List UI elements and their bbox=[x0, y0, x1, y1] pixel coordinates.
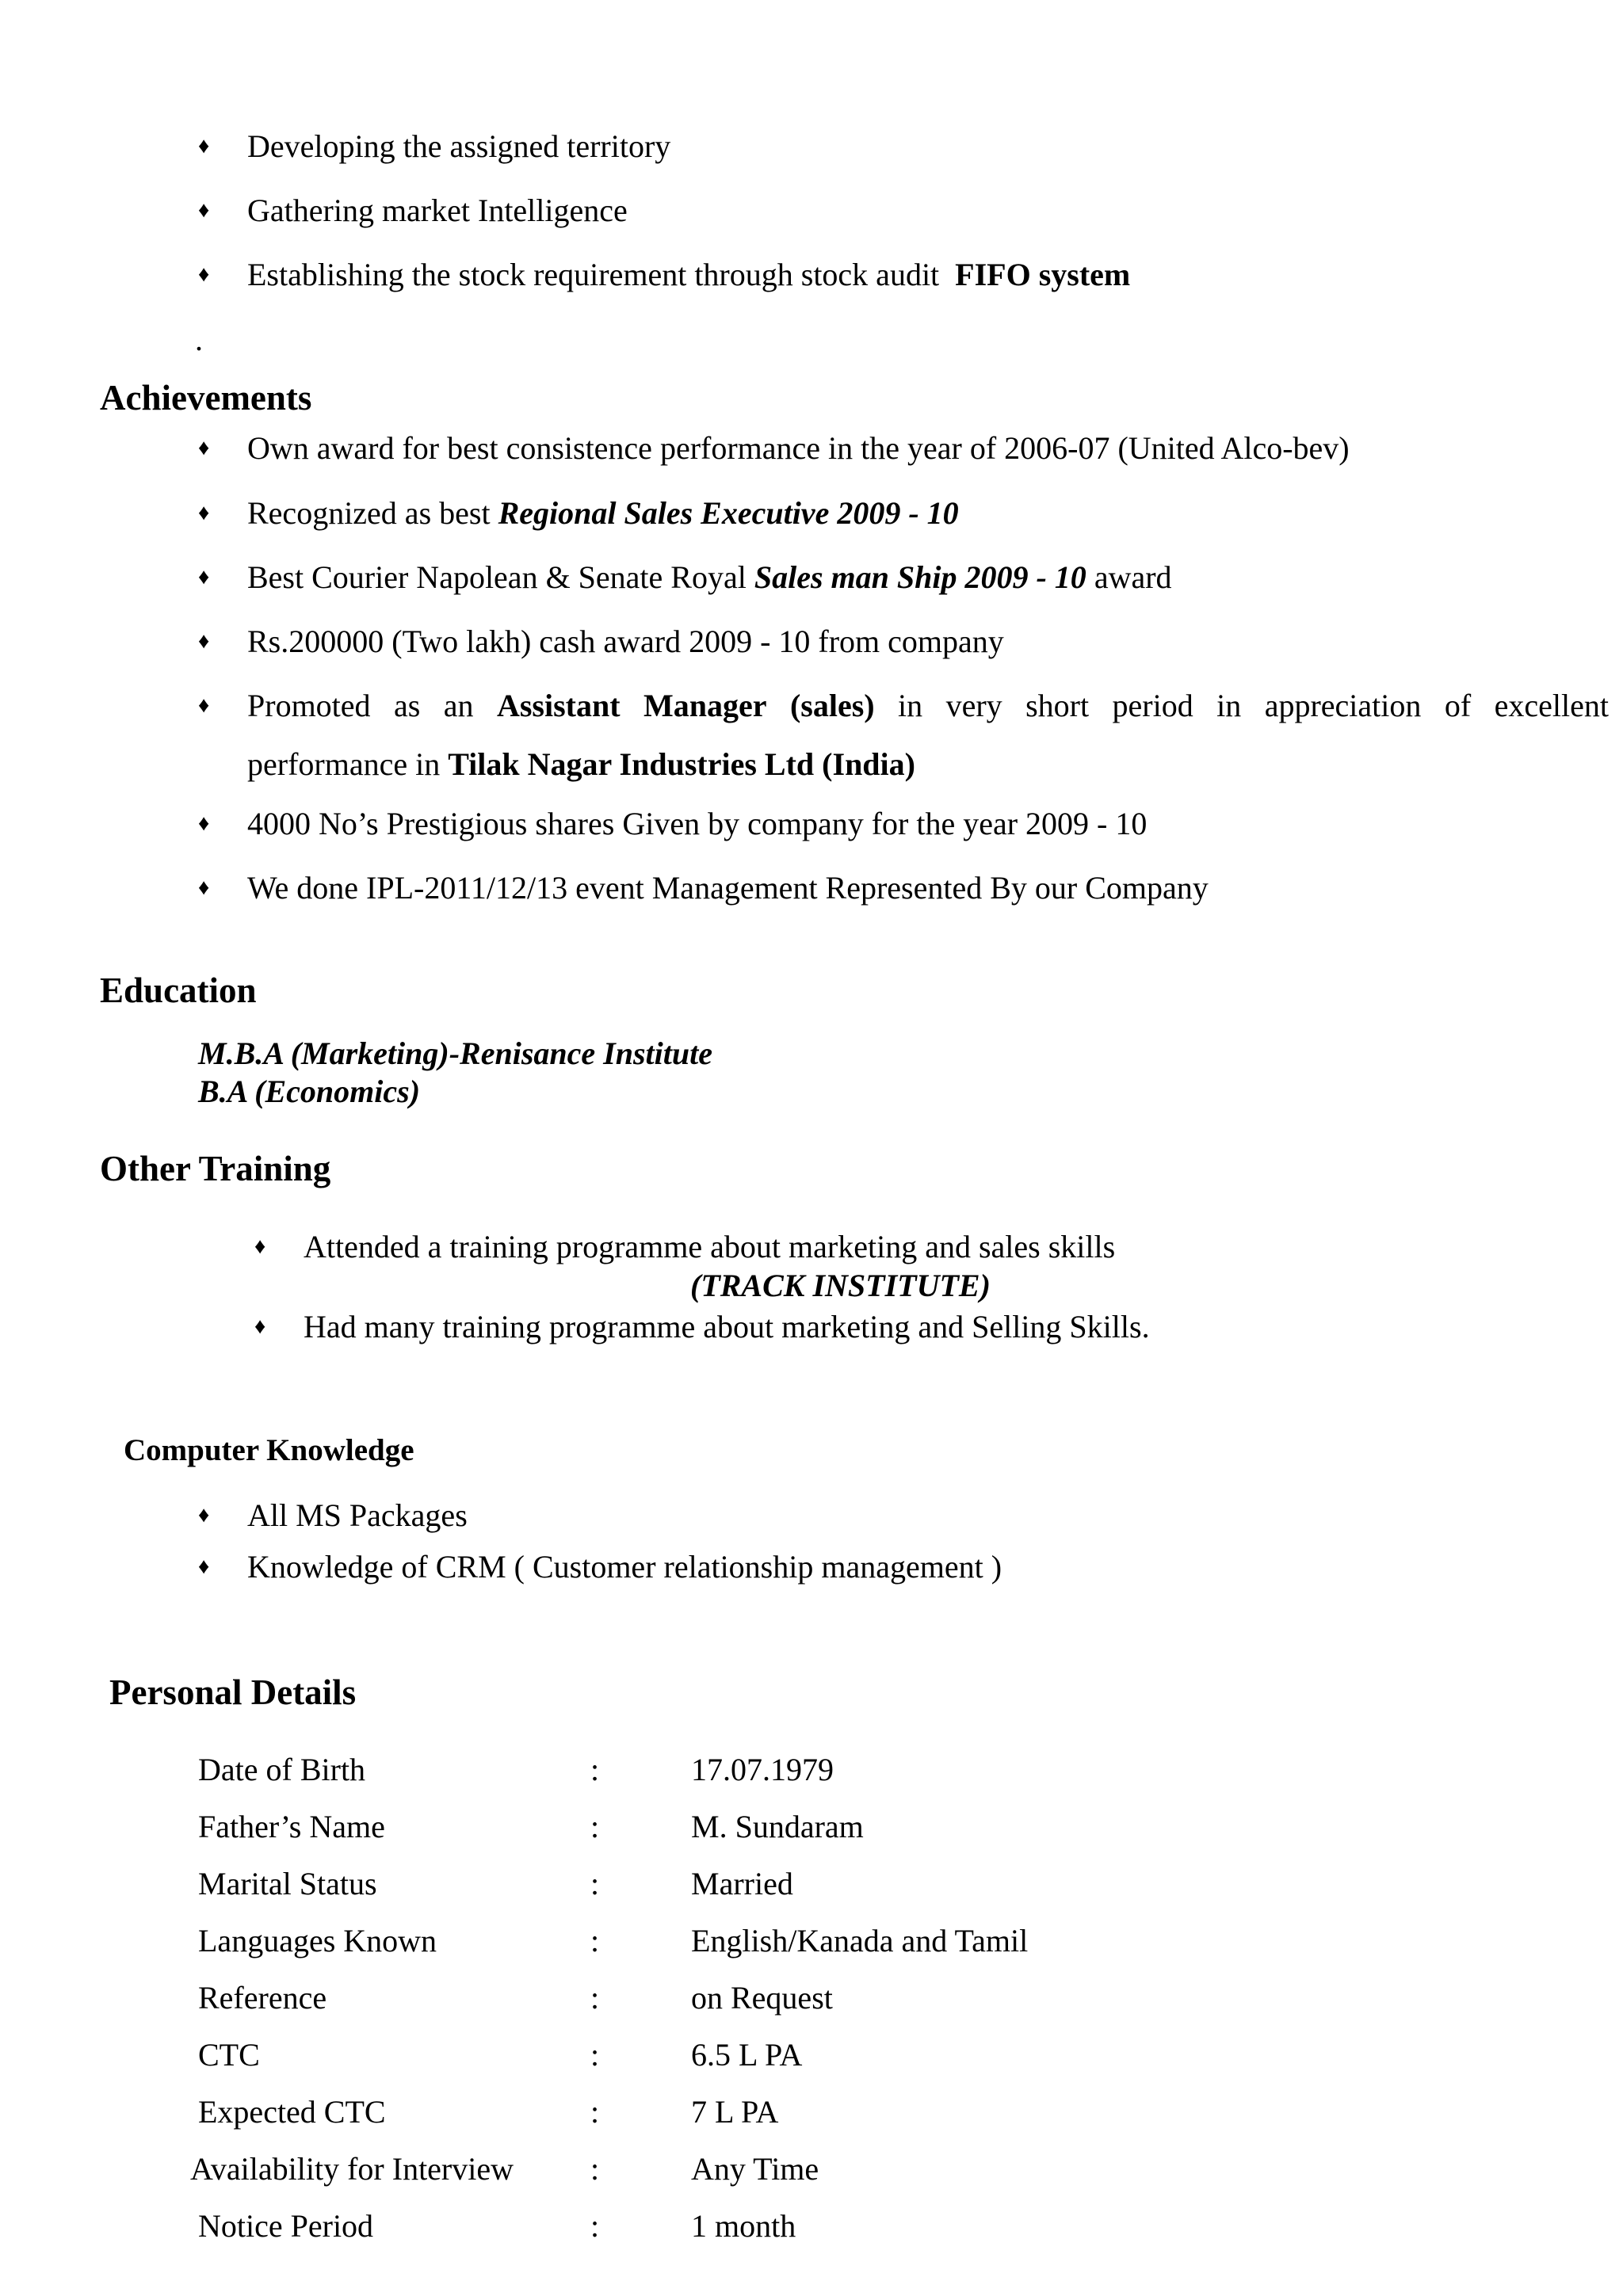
personal-separator: : bbox=[590, 1752, 600, 1787]
personal-details-heading: Personal Details bbox=[109, 1672, 357, 1712]
personal-separator: : bbox=[590, 2094, 600, 2130]
computer-skill-text: Knowledge of CRM ( Customer relationship management ) bbox=[247, 1549, 1002, 1585]
stray-dot: . bbox=[195, 322, 203, 357]
personal-value: Any Time bbox=[691, 2151, 819, 2187]
computer-skill-text: All MS Packages bbox=[247, 1497, 468, 1533]
bullet-diamond-icon: ♦ bbox=[254, 1234, 266, 1259]
achievement-text: Rs.200000 (Two lakh) cash award 2009 - 10 from company bbox=[247, 624, 1004, 659]
bullet-diamond-icon: ♦ bbox=[198, 811, 210, 836]
personal-value: M. Sundaram bbox=[691, 1809, 864, 1844]
personal-label: Availability for Interview bbox=[190, 2151, 514, 2187]
achievements-heading: Achievements bbox=[100, 378, 312, 418]
bullet-diamond-icon: ♦ bbox=[198, 198, 210, 223]
computer-knowledge-heading: Computer Knowledge bbox=[124, 1433, 414, 1467]
personal-value: 6.5 L PA bbox=[691, 2037, 803, 2073]
duty-text: Developing the assigned territory bbox=[247, 128, 671, 164]
personal-separator: : bbox=[590, 1980, 600, 2016]
duty-text: Gathering market Intelligence bbox=[247, 193, 628, 228]
training-text: Attended a training programme about marketing and sales skills bbox=[304, 1229, 1116, 1264]
education-degree: M.B.A (Marketing)-Renisance Institute bbox=[198, 1035, 712, 1071]
personal-label: Expected CTC bbox=[198, 2094, 386, 2130]
personal-label: Notice Period bbox=[198, 2208, 374, 2244]
personal-separator: : bbox=[590, 1866, 600, 1901]
bullet-diamond-icon: ♦ bbox=[254, 1314, 266, 1339]
personal-label: Languages Known bbox=[198, 1923, 437, 1958]
personal-value: on Request bbox=[691, 1980, 833, 2016]
achievement-text: Promoted as an Assistant Manager (sales) in very short period in appreciation of excellent bbox=[247, 688, 1609, 723]
bullet-diamond-icon: ♦ bbox=[198, 1503, 210, 1527]
achievement-text: Own award for best consistence performance in the year of 2006-07 (United Alco-bev) bbox=[247, 430, 1350, 466]
personal-separator: : bbox=[590, 1809, 600, 1844]
bullet-diamond-icon: ♦ bbox=[198, 262, 210, 287]
duty-text: Establishing the stock requirement through stock audit FIFO system bbox=[247, 257, 1131, 292]
personal-label: Reference bbox=[198, 1980, 327, 2016]
personal-value: 17.07.1979 bbox=[691, 1752, 834, 1787]
other-training-heading: Other Training bbox=[100, 1149, 331, 1188]
achievement-text: 4000 No’s Prestigious shares Given by company for the year 2009 - 10 bbox=[247, 806, 1148, 841]
personal-value: Married bbox=[691, 1866, 793, 1901]
education-heading: Education bbox=[100, 971, 257, 1010]
bullet-diamond-icon: ♦ bbox=[198, 436, 210, 460]
achievement-text: performance in Tilak Nagar Industries Ltd (India) bbox=[247, 746, 915, 782]
bullet-diamond-icon: ♦ bbox=[198, 565, 210, 589]
bullet-diamond-icon: ♦ bbox=[198, 875, 210, 900]
training-institute: (TRACK INSTITUTE) bbox=[690, 1268, 991, 1303]
achievement-text: We done IPL-2011/12/13 event Management Represented By our Company bbox=[247, 870, 1209, 906]
personal-separator: : bbox=[590, 1923, 600, 1958]
personal-separator: : bbox=[590, 2208, 600, 2244]
personal-label: Date of Birth bbox=[198, 1752, 366, 1787]
achievement-text: Best Courier Napolean & Senate Royal Sales man Ship 2009 - 10 award bbox=[247, 559, 1172, 595]
personal-separator: : bbox=[590, 2151, 600, 2187]
personal-value: 7 L PA bbox=[691, 2094, 779, 2130]
personal-value: English/Kanada and Tamil bbox=[691, 1923, 1029, 1958]
training-text: Had many training programme about marketing and Selling Skills. bbox=[304, 1309, 1150, 1344]
bullet-diamond-icon: ♦ bbox=[198, 629, 210, 654]
personal-value: 1 month bbox=[691, 2208, 796, 2244]
bullet-diamond-icon: ♦ bbox=[198, 1554, 210, 1579]
personal-label: Father’s Name bbox=[198, 1809, 385, 1844]
education-degree: B.A (Economics) bbox=[198, 1074, 421, 1109]
personal-separator: : bbox=[590, 2037, 600, 2073]
bullet-diamond-icon: ♦ bbox=[198, 501, 210, 525]
personal-label: Marital Status bbox=[198, 1866, 377, 1901]
bullet-diamond-icon: ♦ bbox=[198, 134, 210, 158]
achievement-text: Recognized as best Regional Sales Executive 2009 - 10 bbox=[247, 495, 959, 531]
bullet-diamond-icon: ♦ bbox=[198, 693, 210, 718]
personal-label: CTC bbox=[198, 2037, 260, 2073]
